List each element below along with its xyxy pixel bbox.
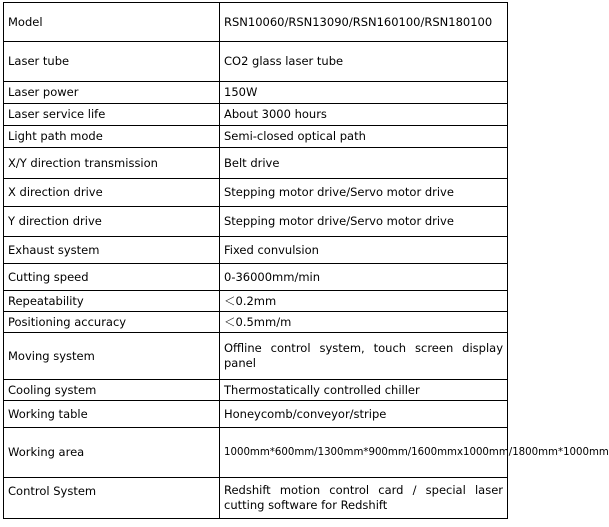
value-xy-transmission: Belt drive: [220, 148, 508, 179]
table-row: [4, 401, 508, 428]
param-exhaust-system: Exhaust system: [4, 237, 220, 264]
table-row: [4, 104, 508, 126]
value-exhaust-system: Fixed convulsion: [220, 237, 508, 264]
table-row: [4, 126, 508, 148]
value-cutting-speed: 0-36000mm/min: [220, 264, 508, 291]
value-working-table: Honeycomb/conveyor/stripe: [220, 401, 508, 428]
table-row: [4, 207, 508, 237]
param-laser-power: Laser power: [4, 82, 220, 104]
value-control-system: Redshift motion control card / special laser cutting software for Redshift: [220, 478, 508, 519]
value-light-path-mode: Semi-closed optical path: [220, 126, 508, 148]
value-model: RSN10060/RSN13090/RSN160100/RSN180100: [220, 3, 508, 42]
param-working-area: Working area: [4, 428, 220, 478]
table-row: [4, 312, 508, 333]
table-row: [4, 42, 508, 82]
table-row: [4, 148, 508, 179]
value-laser-tube: CO2 glass laser tube: [220, 42, 508, 82]
value-moving-system: Offline control system, touch screen display panel: [220, 333, 508, 380]
value-laser-service-life: About 3000 hours: [220, 104, 508, 126]
value-y-drive: Stepping motor drive/Servo motor drive: [220, 207, 508, 237]
param-cutting-speed: Cutting speed: [4, 264, 220, 291]
value-positioning-accuracy: ＜0.5mm/m: [220, 312, 508, 333]
param-repeatability: Repeatability: [4, 291, 220, 312]
value-working-area: 1000mm*600mm/1300mm*900mm/1600mmx1000mm/1800mm*1000mm: [220, 428, 508, 478]
table-row: [4, 3, 508, 42]
table-row: [4, 478, 508, 519]
spec-table: [3, 2, 609, 519]
param-laser-service-life: Laser service life: [4, 104, 220, 126]
table-row: [4, 179, 508, 207]
param-control-system: Control System: [4, 478, 220, 519]
table-row: [4, 333, 508, 380]
param-xy-transmission: X/Y direction transmission: [4, 148, 220, 179]
table-row: [4, 82, 508, 104]
param-light-path-mode: Light path mode: [4, 126, 220, 148]
param-laser-tube: Laser tube: [4, 42, 220, 82]
param-cooling-system: Cooling system: [4, 380, 220, 401]
value-repeatability: ＜0.2mm: [220, 291, 508, 312]
table-row: [4, 428, 508, 478]
param-model: Model: [4, 3, 220, 42]
param-positioning-accuracy: Positioning accuracy: [4, 312, 220, 333]
param-moving-system: Moving system: [4, 333, 220, 380]
param-working-table: Working table: [4, 401, 220, 428]
value-cooling-system: Thermostatically controlled chiller: [220, 380, 508, 401]
value-x-drive: Stepping motor drive/Servo motor drive: [220, 179, 508, 207]
table-row: [4, 237, 508, 264]
value-laser-power: 150W: [220, 82, 508, 104]
param-y-drive: Y direction drive: [4, 207, 220, 237]
param-x-drive: X direction drive: [4, 179, 220, 207]
table-row: [4, 291, 508, 312]
table-row: [4, 264, 508, 291]
table-row: [4, 380, 508, 401]
